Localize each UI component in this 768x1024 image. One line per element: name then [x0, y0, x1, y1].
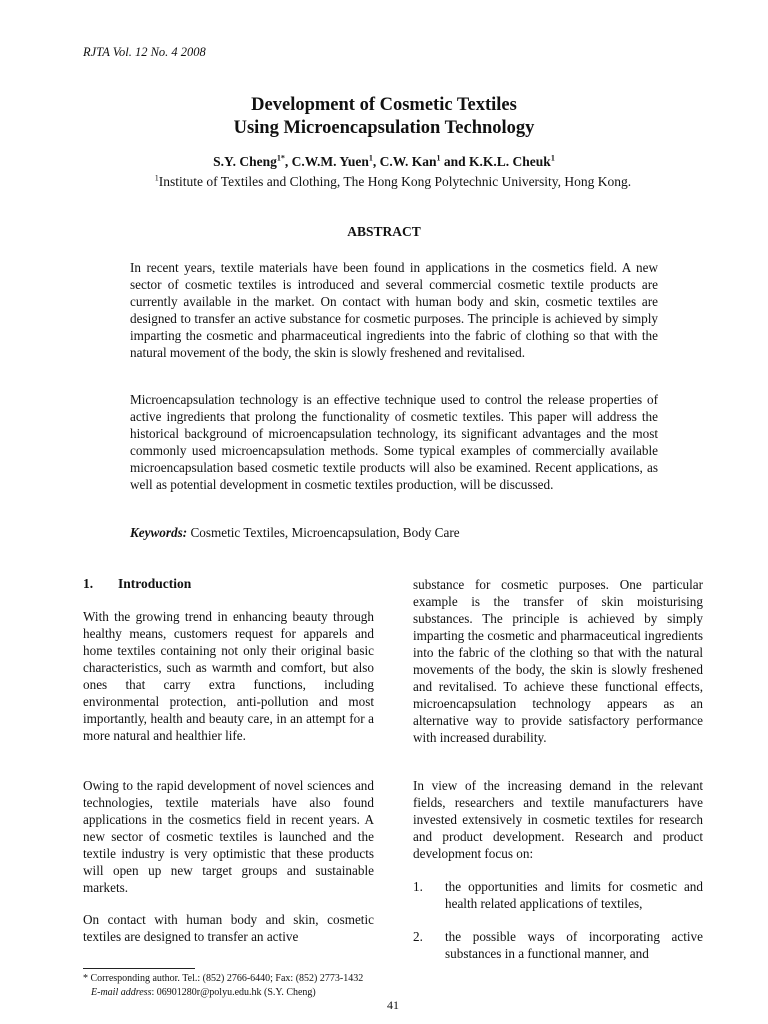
- affiliation-marker: 1: [154, 173, 159, 183]
- abstract-paragraph-2: Microencapsulation technology is an effective technique used to control the release properties of active ingredients that prolong the functionality of cosmetic textiles. This paper will address the historical background of microencapsulation technology, its significant advantages and the most commonly used microencapsulation methods. Some typical examples of commercially available microencapsulation based cosmetic textile products will also be examined. Recent applications, as well as potential development in cosmetic textiles production, will be discussed.: [130, 392, 658, 492]
- title-line-1: Development of Cosmetic Textiles: [251, 95, 517, 115]
- list-item: [413, 928, 703, 962]
- keywords-list: Cosmetic Textiles, Microencapsulation, Body Care: [187, 525, 460, 540]
- author-2: , C.W.M. Yuen: [284, 154, 369, 169]
- keywords: [130, 525, 460, 541]
- author-3-marker: 1: [436, 153, 441, 163]
- list-item-number: 2.: [413, 929, 423, 944]
- footnote-contact: * Corresponding author. Tel.: (852) 2766-6440; Fax: (852) 2773-1432: [83, 973, 364, 984]
- author-1: S.Y. Cheng: [213, 154, 277, 169]
- author-1-marker: 1*: [276, 153, 285, 163]
- section-heading-introduction: [83, 576, 191, 592]
- author-4-marker: 1: [550, 153, 555, 163]
- email-value: : 06901280r@polyu.edu.hk (S.Y. Cheng): [151, 987, 316, 998]
- affiliation: [0, 174, 768, 190]
- list-item-text: the possible ways of incorporating active substances in a functional manner, and: [445, 929, 703, 961]
- list-item-text: the opportunities and limits for cosmetic and health related applications of textiles,: [445, 879, 703, 911]
- footnote: [83, 972, 363, 1000]
- author-3: , C.W. Kan: [372, 154, 437, 169]
- author-list: [0, 154, 768, 170]
- intro-right-paragraph-2: In view of the increasing demand in the relevant fields, researchers and textile manufacturers have invested extensively in cosmetic textiles for research and product development. Research and product development focus on:: [413, 778, 703, 861]
- journal-header: RJTA Vol. 12 No. 4 2008: [83, 45, 206, 59]
- intro-left-paragraph-3: On contact with human body and skin, cosmetic textiles are designed to transfer an active: [83, 912, 374, 944]
- abstract-heading: ABSTRACT: [347, 224, 421, 239]
- author-4: and K.K.L. Cheuk: [440, 154, 551, 169]
- list-item: [413, 878, 703, 912]
- abstract-paragraph-1: In recent years, textile materials have been found in applications in the cosmetics field. A new sector of cosmetic textiles is introduced and several commercial cosmetic textile products are currently available in the market. On contact with human body and skin, cosmetic textiles are designed to transfer an active substance for cosmetic purposes. The principle is achieved by simply imparting the cosmetic and pharmaceutical ingredients into the fabric of clothing so that with the natural movement of the body, the skin is slowly freshened and revitalised.: [130, 260, 658, 360]
- author-2-marker: 1: [368, 153, 373, 163]
- intro-right-paragraph-1: substance for cosmetic purposes. One particular example is the transfer of skin moisturising substances. The principle is achieved by simply imparting the cosmetic and pharmaceutical ingredients into the fabric of the clothing so that with the natural movements of the body, the skin is slowly freshened and revitalised. To achieve these functional effects, microencapsulation technology appears as an alternative way to provide satisfactory performance with increased durability.: [413, 577, 703, 745]
- list-item-number: 1.: [413, 879, 423, 894]
- title-line-2: Using Microencapsulation Technology: [233, 118, 535, 138]
- intro-left-paragraph-2: Owing to the rapid development of novel sciences and technologies, textile materials have also found applications in the cosmetics field in recent years. A new sector of cosmetic textiles is launched and the textile industry is very optimistic that these products will open up new target groups and sustainable markets.: [83, 778, 374, 895]
- page-number: 41: [387, 998, 399, 1012]
- paper-title: [0, 94, 768, 140]
- email-label: E-mail address: [91, 987, 152, 998]
- affiliation-text: Institute of Textiles and Clothing, The Hong Kong Polytechnic University, Hong Kong.: [158, 174, 632, 189]
- footnote-divider: [83, 968, 195, 969]
- intro-left-paragraph-1: With the growing trend in enhancing beauty through healthy means, customers request for apparels and home textiles containing not only their original basic characteristics, such as warmth and comfort, but also ones that carry extra functions, including environmental protection, anti-pollution and most importantly, health and beauty care, in an attempt for a more natural and healthier life.: [83, 609, 374, 743]
- section-title: Introduction: [118, 576, 192, 591]
- section-number: 1.: [83, 576, 94, 591]
- keywords-label: Keywords:: [130, 525, 188, 540]
